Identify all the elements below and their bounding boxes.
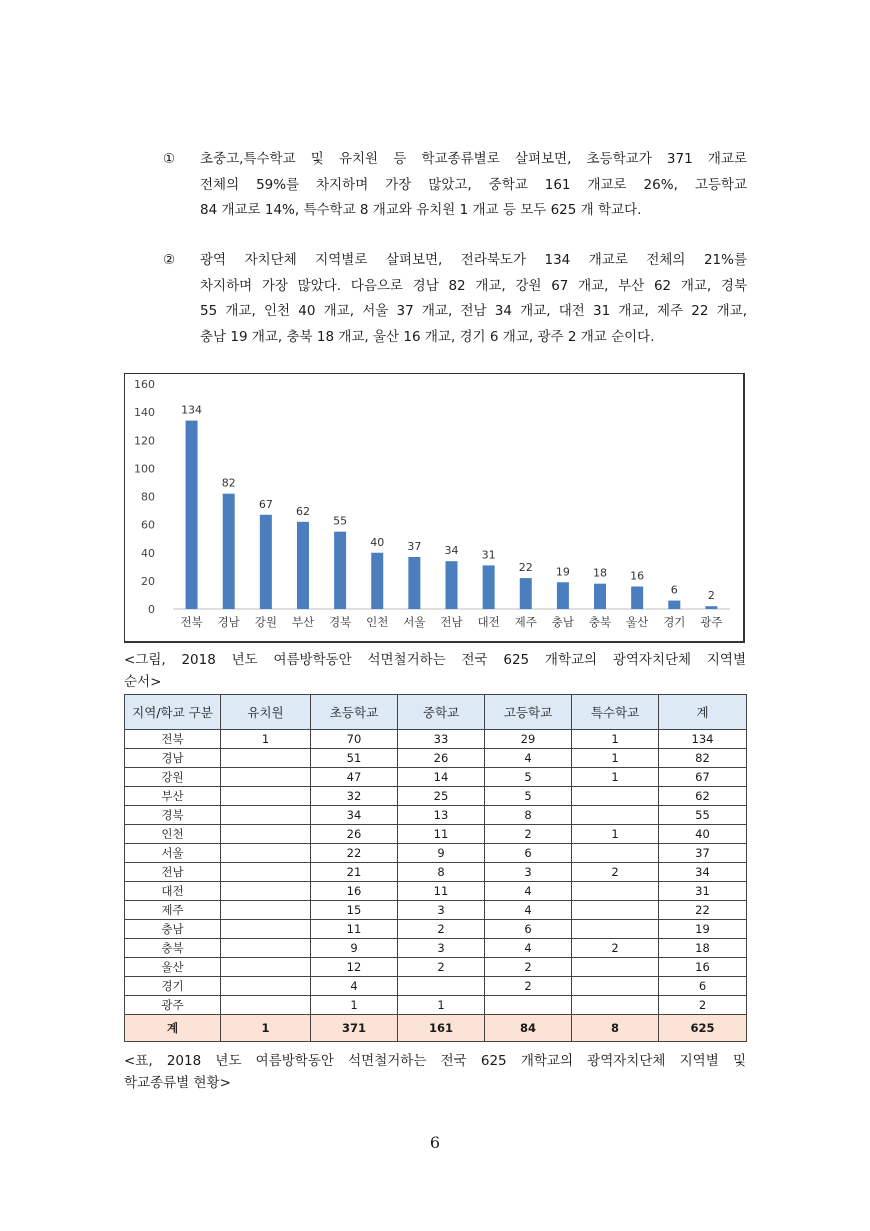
table-row [125,939,747,958]
table-cell: 경기 [125,977,221,996]
x-tick-label: 울산 [626,615,649,629]
y-tick-label: 140 [134,406,155,420]
table-cell: 26 [398,749,485,768]
table-cell: 4 [485,939,572,958]
table-cell [221,825,311,844]
table-header-cell: 지역/학교 구분 [125,695,221,730]
table-cell: 1 [221,730,311,749]
table-cell: 37 [659,844,747,863]
table-cell: 67 [659,768,747,787]
data-label: 31 [481,548,496,562]
data-label: 40 [370,535,385,549]
table-cell: 16 [659,958,747,977]
table-cell: 15 [311,901,398,920]
table-cell: 4 [485,749,572,768]
table-total-cell: 161 [398,1015,485,1042]
table-cell [221,939,311,958]
table-row [125,806,747,825]
bar [223,494,235,609]
table-cell: 51 [311,749,398,768]
data-label: 19 [555,565,570,579]
table-cell: 광주 [125,996,221,1015]
table-cell [221,768,311,787]
paragraph-regions [163,248,747,350]
data-label: 37 [407,539,422,553]
x-tick-label: 경북 [328,615,352,629]
paragraph-line: 84 개교로 14%, 특수학교 8 개교와 유치원 1 개교 등 모두 625 개 학교다. [200,202,642,218]
table-header-cell: 유치원 [221,695,311,730]
table-cell: 13 [398,806,485,825]
table-cell: 2 [572,939,659,958]
bar [260,515,272,609]
paragraph-marker: ① [163,151,176,167]
table-caption-line: <표, 2018 년도 여름방학동안 석면철거하는 전국 625 개학교의 광역자치단체 지역별 및 [124,1053,746,1069]
table-cell [572,996,659,1015]
table-caption-line: 학교종류별 현황> [124,1075,231,1091]
figure-caption-line: <그림, 2018 년도 여름방학동안 석면철거하는 전국 625 개학교의 광역자치단체 지역별 [124,652,746,668]
table-cell: 134 [659,730,747,749]
table-cell: 울산 [125,958,221,977]
table-cell: 1 [572,768,659,787]
table-cell [398,977,485,996]
table-cell: 70 [311,730,398,749]
table-cell: 강원 [125,768,221,787]
table-cell: 8 [398,863,485,882]
bar [705,606,717,609]
bar [297,522,309,609]
table-cell [221,863,311,882]
y-tick-label: 80 [141,490,155,504]
table-cell: 19 [659,920,747,939]
table-total-cell: 625 [659,1015,747,1042]
table-cell [572,920,659,939]
table-cell: 4 [485,882,572,901]
table-cell: 55 [659,806,747,825]
table-cell: 11 [398,825,485,844]
figure-caption [124,649,746,693]
table-cell [221,977,311,996]
table-cell: 32 [311,787,398,806]
figure-caption-line: 순서> [124,674,162,690]
table-cell [572,787,659,806]
paragraph-line: 초중고,특수학교 및 유치원 등 학교종류별로 살펴보면, 초등학교가 371 개교로 [200,151,747,167]
table-cell: 2 [398,920,485,939]
table-cell: 3 [398,939,485,958]
y-tick-label: 160 [134,378,155,391]
table-cell: 29 [485,730,572,749]
table-caption [124,1050,746,1094]
bar [408,557,420,609]
table-cell: 1 [311,996,398,1015]
table-cell [572,958,659,977]
table-row [125,825,747,844]
table-total-cell: 계 [125,1015,221,1042]
table-cell: 2 [485,977,572,996]
table-cell: 33 [398,730,485,749]
y-tick-label: 60 [141,518,155,532]
table-cell: 2 [659,996,747,1015]
y-tick-label: 40 [141,546,155,560]
table-cell: 40 [659,825,747,844]
table-cell [221,958,311,977]
table-header-cell: 고등학교 [485,695,572,730]
table-cell: 제주 [125,901,221,920]
page-number: 6 [429,1133,441,1152]
table-cell: 34 [311,806,398,825]
table-cell [221,920,311,939]
table-cell: 4 [311,977,398,996]
table-row [125,958,747,977]
data-label: 2 [707,589,715,603]
school-count-table [124,694,747,1042]
bar [594,584,606,609]
table-cell: 1 [572,749,659,768]
data-label: 22 [518,561,533,575]
table-cell [572,882,659,901]
table-row [125,730,747,749]
table-cell: 62 [659,787,747,806]
bar [371,553,383,609]
bar [483,565,495,609]
table-header-cell: 계 [659,695,747,730]
table-cell: 1 [572,730,659,749]
table-row [125,920,747,939]
table-row [125,977,747,996]
table-row [125,901,747,920]
table-cell: 4 [485,901,572,920]
table-cell [572,977,659,996]
table-cell: 21 [311,863,398,882]
data-label: 55 [333,514,348,528]
paragraph-school-types [163,147,747,224]
table-cell [572,844,659,863]
table-cell: 9 [311,939,398,958]
table-cell: 서울 [125,844,221,863]
table-total-cell: 8 [572,1015,659,1042]
table-cell: 9 [398,844,485,863]
table-cell [221,787,311,806]
table-cell: 1 [572,825,659,844]
table-total-cell: 1 [221,1015,311,1042]
bar-chart-svg [125,374,744,642]
table-row [125,996,747,1015]
table-cell: 전남 [125,863,221,882]
y-tick-label: 100 [134,462,155,476]
table-cell: 5 [485,768,572,787]
table-row [125,768,747,787]
data-label: 6 [670,583,678,597]
bar-chart [124,373,745,643]
table-total-cell: 371 [311,1015,398,1042]
x-tick-label: 대전 [477,615,500,629]
table-row [125,844,747,863]
x-tick-label: 전남 [440,615,463,629]
table-cell: 6 [659,977,747,996]
table-total-cell: 84 [485,1015,572,1042]
x-tick-label: 광주 [700,615,723,629]
table-header-row [125,695,747,730]
table-cell [572,806,659,825]
table-cell [572,901,659,920]
table-cell: 34 [659,863,747,882]
table-cell: 경북 [125,806,221,825]
y-tick-label: 20 [141,574,155,588]
bar [631,587,643,610]
data-label: 134 [181,403,203,417]
x-tick-label: 전북 [180,615,203,629]
table-row [125,787,747,806]
x-tick-label: 경남 [217,615,240,629]
bar [186,421,198,609]
data-label: 62 [295,504,310,518]
table-cell [485,996,572,1015]
y-tick-label: 120 [134,434,155,448]
paragraph-marker: ② [163,252,176,268]
table-cell: 3 [398,901,485,920]
x-tick-label: 인천 [366,615,389,629]
data-label: 16 [630,569,645,583]
data-label: 82 [221,476,236,490]
table-cell: 1 [398,996,485,1015]
table-cell: 2 [572,863,659,882]
table-cell: 18 [659,939,747,958]
paragraph-line: 충남 19 개교, 충북 18 개교, 울산 16 개교, 경기 6 개교, 광주 2 개교 순이다. [200,328,655,345]
x-tick-label: 강원 [254,615,277,629]
bar [668,601,680,609]
table-cell: 16 [311,882,398,901]
table-cell [221,996,311,1015]
table-cell: 충북 [125,939,221,958]
table-cell: 6 [485,844,572,863]
table-cell: 11 [398,882,485,901]
paragraph-line: 전체의 59%를 차지하며 가장 많았고, 중학교 161 개교로 26%, 고등학교 [200,176,747,193]
table-cell: 2 [485,958,572,977]
x-tick-label: 충북 [588,615,612,629]
table-row [125,882,747,901]
table-cell [221,806,311,825]
x-tick-label: 서울 [403,615,426,629]
table-row [125,863,747,882]
table-cell: 3 [485,863,572,882]
table-cell: 8 [485,806,572,825]
table-cell: 6 [485,920,572,939]
table-cell: 22 [311,844,398,863]
table-cell: 5 [485,787,572,806]
x-tick-label: 부산 [291,615,315,629]
table-cell: 전북 [125,730,221,749]
table-cell: 대전 [125,882,221,901]
table-cell [221,901,311,920]
bar [334,532,346,609]
table-cell: 25 [398,787,485,806]
table-header-cell: 중학교 [398,695,485,730]
table-header-cell: 특수학교 [572,695,659,730]
table-cell: 2 [485,825,572,844]
table-row [125,749,747,768]
table-cell: 경남 [125,749,221,768]
x-tick-label: 경기 [663,615,686,629]
paragraph-line: 55 개교, 인천 40 개교, 서울 37 개교, 전남 34 개교, 대전 31 개교, 제주 22 개교, [200,303,747,319]
bar [557,582,569,609]
table-cell [221,844,311,863]
table-cell: 82 [659,749,747,768]
table-cell: 인천 [125,825,221,844]
bar [520,578,532,609]
table-cell: 충남 [125,920,221,939]
data-label: 34 [444,544,459,558]
table-cell: 부산 [125,787,221,806]
x-tick-label: 제주 [514,615,537,629]
table-cell: 11 [311,920,398,939]
table-cell [221,749,311,768]
x-tick-label: 충남 [551,615,575,629]
table-cell: 12 [311,958,398,977]
paragraph-line: 차지하며 가장 많았다. 다음으로 경남 82 개교, 강원 67 개교, 부산 62 개교, 경북 [200,277,747,294]
bar [446,561,458,609]
table-cell: 47 [311,768,398,787]
table-total-row [125,1015,747,1042]
table-cell: 14 [398,768,485,787]
table-cell: 31 [659,882,747,901]
table-cell: 26 [311,825,398,844]
paragraph-line: 광역 자치단체 지역별로 살펴보면, 전라북도가 134 개교로 전체의 21%를 [200,252,747,268]
data-label: 67 [258,497,273,511]
table-cell: 22 [659,901,747,920]
table-cell: 2 [398,958,485,977]
table-header-cell: 초등학교 [311,695,398,730]
data-label: 18 [593,566,608,580]
y-tick-label: 0 [148,603,155,616]
table-cell [221,882,311,901]
